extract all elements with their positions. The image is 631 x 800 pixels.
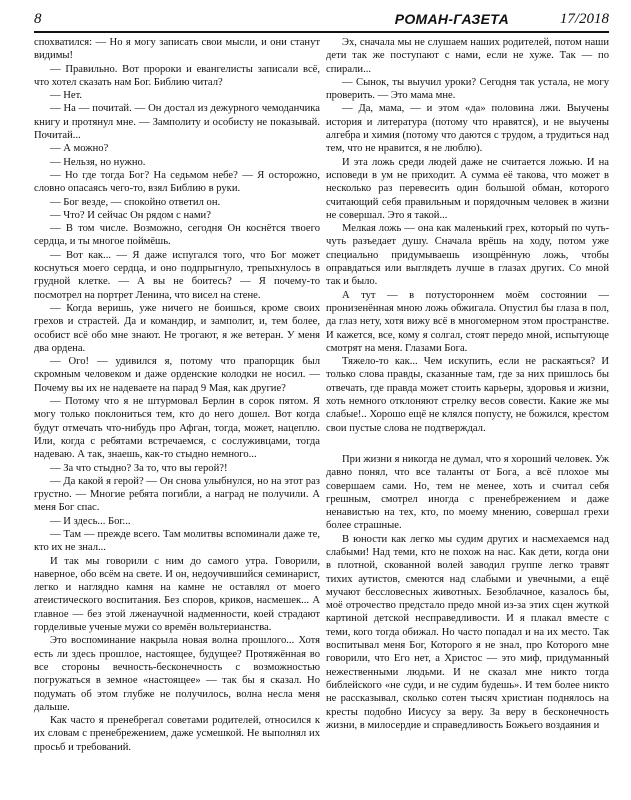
issue-number: 17/2018 [559, 11, 609, 27]
paragraph: — Правильно. Вот пророки и евангелисты записали всё, что хотел сказать нам Бог. Библию читал? [34, 63, 320, 88]
paragraph: — Когда веришь, уже ничего не боишься, кроме своих грехов и страстей. Да и командир, и замполит, и, тем более, особист всё обо мне знают. Не трогают, я же ветеран. У меня два ордена. [34, 302, 320, 354]
paragraph: Эх, сначала мы не слушаем наших родителей, потом наши дети так же поступают с нами, если не хуже. Так — по спирали... [326, 37, 609, 75]
paragraph: Тяжело-то как... Чем искупить, если не раскаяться? И только слова правды, сказанные там, где за них пришлось бы отвечать, где правда может стоить карьеры, здоровья и жизни, хоть немного отклоняют стрелку весов совести. Какие же мы слабые!.. Хорошо ещё не клялся попусту, не божился, крестом свои пустые слова не подтверждал. [326, 356, 609, 434]
paragraph: — Нет. [50, 90, 83, 102]
header-rule [34, 31, 609, 33]
paragraph: — Что? И сейчас Он рядом с нами? [50, 209, 211, 221]
paragraph: — На — почитай. — Он достал из дежурного чемоданчика книгу и протянул мне. — Замполиту и особисту не показывай. Почитай... [34, 103, 320, 142]
paragraph: В юности как легко мы судим других и насмехаемся над слабыми! Над теми, кто не похож на нас. Как дети, когда они в плотной, скованной волей заводил группе легко травят тихих аутистов, смеются над слабыми и увечными, а ещё мучают бессловесных животных. Безоблачное, казалось бы, моё отрочество предстало предо мной из-за этих сцен жуткой картиной детской несправедливости. И я плакал вместе с теми, кого тогда обижал. Но часто попадал и на их место. Так воспитывал меня Бог, Которого я не знал, про Которого мне говорили, что Его нет, а Христос — это миф, придуманный нежественными людьми. И не сказал мне никто тогда библейского «не суди, и не судим будешь». И тем более никто не рассказывал, сколько сотен тысяч христиан поднялось на кресты подобно Иисусу за веру. За веру в бесконечность жизни, в милосердие и справедливость Божьего воздаяния и [326, 533, 609, 731]
paragraph: — Там — прежде всего. Там молитвы вспоминали даже те, кто их не знал... [34, 528, 320, 554]
paragraph: — Ого! — удивился я, потому что прапорщик был скромным человеком и даже орденские колодки не носил. — Почему вы их не надеваете на парад 9 Мая, как другие? [34, 356, 320, 394]
paragraph: спохватился: — Но я могу записать свои мысли, и они станут видимы! [34, 37, 320, 62]
paragraph: — За что стыдно? За то, что вы герой?! [50, 462, 228, 474]
section-break [326, 435, 609, 453]
left-column [34, 36, 320, 754]
paragraph: А тут — в потустороннем моём состоянии — пронизенённая мною ложь обжигала. Опустил бы глаза в пол, да глаз нету, хотя вижу всё в многомерном этом пространстве. И кажется, все, кому я солгал, стоят передо мной, испытующе смотрят на меня. Глазами Бога. [326, 289, 609, 354]
page-header [34, 9, 609, 31]
paragraph: Как часто я пренебрегал советами родителей, относился к их словам с пренебрежением, даже усмешкой. Не выполнял их просьб и требований. [34, 715, 320, 753]
paragraph: — А можно? [50, 143, 109, 155]
page-number: 8 [34, 11, 42, 27]
paragraph: Это воспоминание накрыла новая волна прошлого... Хотя есть ли здесь прошлое, настоящее, будущее? Протяжённая во все стороны вечность-бесконечность с возможностью погружаться в земное «настоящее» — так бы я сказал. Но подумать об этом глубже не получилось, волна несла меня дальше. [34, 635, 320, 713]
paragraph: — Потому что я не штурмовал Берлин в сорок пятом. Я могу только поклониться тем, кто до него дошел. Вот когда будут отмечать что-нибудь про Афган, тогда, может, нацеплю. Или, когда с ребятами встречаемся, с сослуживцами, тогда надеваю. А так, знаешь, как-то стыдно немного... [34, 396, 320, 461]
paragraph: — В том числе. Возможно, сегодня Он коснётся твоего сердца, и ты многое поймёшь. [34, 223, 320, 248]
paragraph: — И здесь... Бог... [50, 515, 131, 527]
paragraph: — Бог везде, — спокойно ответил он. [50, 196, 221, 208]
paragraph: — Вот как... — Я даже испугался того, что Бог может коснуться моего сердца, и оно подпрыгнуло, трепыхнулось в грудной клетке. — А вы не боитесь? — Я почему-то посмотрел на портрет Ленина, что висел на стене. [34, 249, 320, 301]
paragraph: — Сынок, ты выучил уроки? Сегодня так устала, не могу проверить. — Это мама мне. [326, 76, 609, 102]
paragraph: — Нельзя, но нужно. [50, 156, 146, 168]
paragraph: — Да какой я герой? — Он снова улыбнулся, но на этот раз грустно. — Многие ребята погибли, а наград не получили. А меня Бог спас. [34, 475, 320, 514]
paragraph: — Да, мама, — и этом «да» половина лжи. Выучены история и литература (потому что нравятся), и не выучены алгебра и химия (потому что даются с трудом, а трудиться над тем, что не нравится, я не люблю). [326, 103, 609, 155]
right-column [326, 36, 609, 732]
paragraph: И так мы говорили с ним до самого утра. Говорили, наверное, обо всём на свете. И он, недоучившийся семинарист, легко и наглядно камня на камне не оставлял от моего атеистического воспитания. Без споров, криков, насмешек... А главное — без этой лженаучной надменности, коей страдают горделивые ученые мужи со времён вольтерианства. [34, 555, 320, 634]
paragraph: Мелкая ложь — она как маленький грех, который по чуть-чуть разъедает душу. Сначала врёшь на ходу, потом уже специально придумываешь изощрённую ложь, чтобы оправдаться или выглядеть лучше в глазах других. Со мной так и было. [326, 223, 609, 288]
magazine-title: РОМАН-ГАЗЕТА [394, 11, 509, 27]
paragraph: И эта ложь среди людей даже не считается ложью. И на исповеди в ум не приходит. А сумма её такова, что может в несколько раз перевесить один большой обман, которого считающий себя правильным и порядочным человек в жизни не совершал. Это я такой... [326, 156, 609, 221]
paragraph: — Но где тогда Бог? На седьмом небе? — Я осторожно, словно опасаясь чего-то, взял Библию в руки. [34, 169, 320, 195]
paragraph: При жизни я никогда не думал, что я хороший человек. Уж давно понял, что все таланты от Бога, а всё плохое мы совершаем сами. Но, тем не менее, хоть и считал себя грешным, смотрел иногда с пренебрежением и даже ненавистью на тех, кто, по моему мнению, совершал грехи более страшные. [326, 453, 609, 532]
